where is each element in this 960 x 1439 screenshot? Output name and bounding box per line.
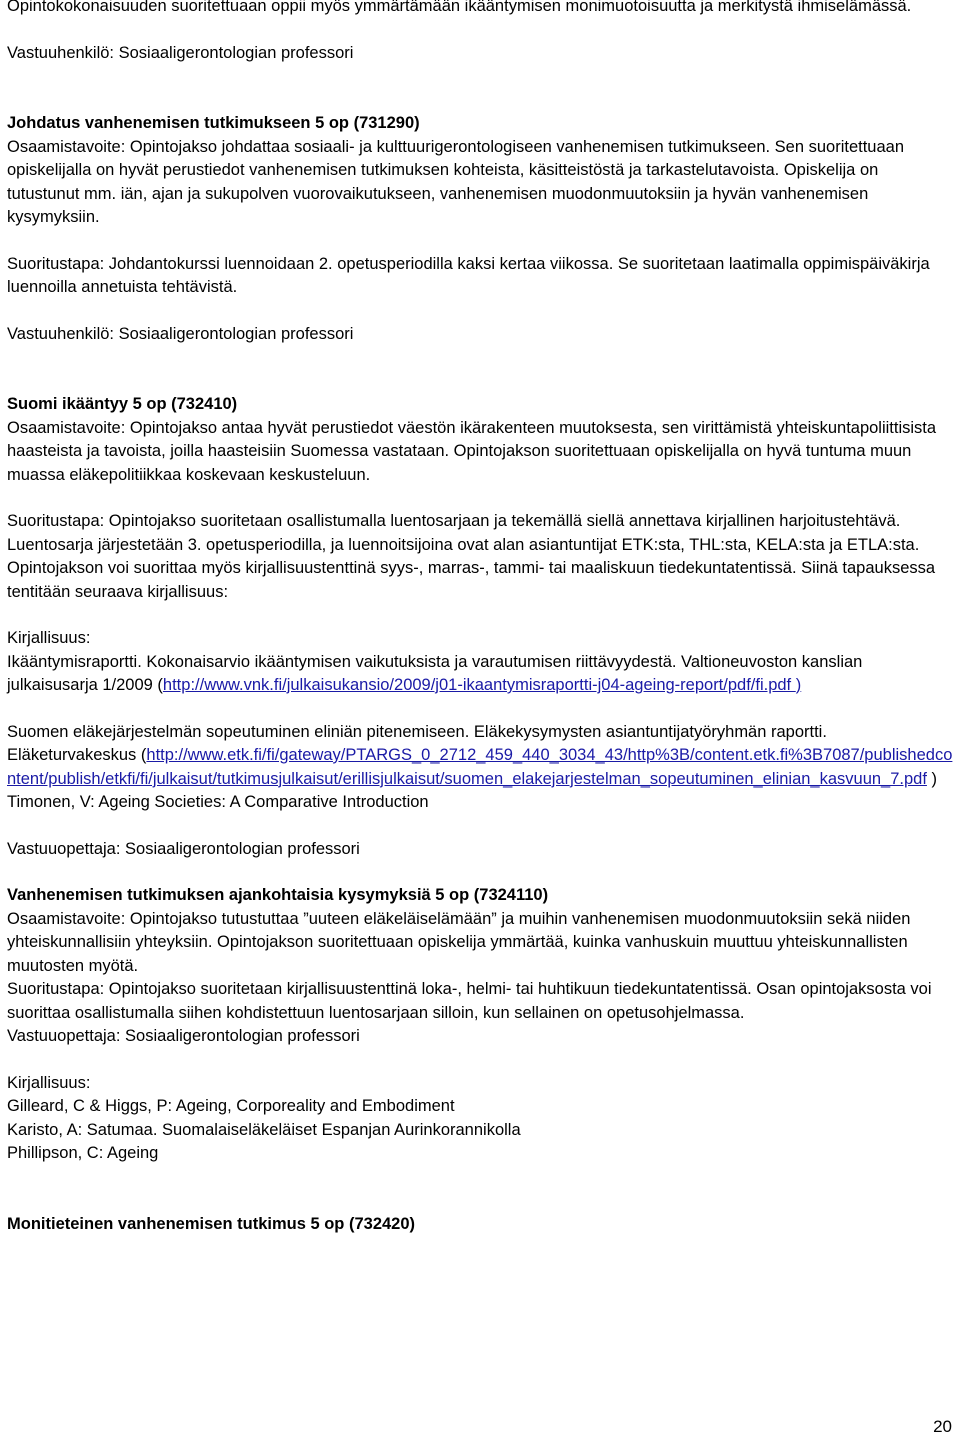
course2-literature-label: Kirjallisuus: [7, 629, 91, 647]
page-number: 20 [933, 1417, 952, 1436]
course1-responsible: Vastuuhenkilö: Sosiaaligerontologian professori [7, 324, 354, 343]
course2-literature-item-1: Ikääntymisraportti. Kokonaisarvio ikääntymisen vaikutuksista ja varautumisen riittävyydestä. Valtioneuvoston kanslian julkaisusarja 1/2009 (http://www.vnk.fi/julkaisukansio/2009/j01-ikaantymisraportti-j04-ageing-report/pdf/fi.pdf ) [7, 652, 863, 694]
course3-goal: Osaamistavoite: Opintojakso tutustuttaa ”uuteen eläkeläiselämään” ja muihin vanhenemisen muodonmuutoksiin sekä niiden yhteiskunnallisiin yhteyksiin. Opintojakson suoritettuaan opiskelija ymmärtää, kuinka vanhuskuin muuttuu yhteiskunnallisten muutosten myötä. [7, 909, 911, 975]
course-title-732410: Suomi ikääntyy 5 op (732410) [7, 395, 238, 413]
course2-literature-item-2: Suomen eläkejärjestelmän sopeutuminen eliniän pitenemiseen. Eläkekysymysten asiantuntijatyöryhmän raportti. Eläketurvakeskus (http://www.etk.fi/fi/gateway/PTARGS_0_2712_459_440_3034_43/http%3B/content.etk.fi%3B7087/publishedcontent/publish/etkfi/fi/julkaisut/tutkimusjulkaisut/erillisjulkaisut/suomen_elakejarjestelman_sopeutuminen_elinian_kasvuun_7.pdf ) [7, 722, 953, 788]
literature-link-vnk-close[interactable]: ) [795, 676, 802, 694]
intro-responsible: Vastuuhenkilö: Sosiaaligerontologian professori [7, 43, 354, 62]
course3-method: Suoritustapa: Opintojakso suoritetaan kirjallisuustenttinä loka-, helmi- tai huhtikuun tiedekuntatentissä. Osan opintojaksosta voi suorittaa osallistumalla siihen kohdistettuun luentosarjaan silloin, kun sellainen on opetusohjelmassa. [7, 980, 932, 1022]
course3-literature-label: Kirjallisuus: [7, 1073, 91, 1092]
intro-paragraph: Opintokokonaisuuden suoritettuaan oppii myös ymmärtämään ikääntymisen monimuotoisuutta ja merkitystä ihmiselämässä. [7, 0, 912, 15]
course2-method: Suoritustapa: Opintojakso suoritetaan osallistumalla luentosarjaan ja tekemällä siellä annettava kirjallinen harjoitustehtävä. Luentosarja järjestetään 3. opetusperiodilla, ja luennoitsijoina ovat alan asiantuntijat ETK:sta, THL:sta, KELA:sta ja ETLA:sta. Opintojakson voi suorittaa myös kirjallisuustenttinä syys-, marras-, tammi- tai maaliskuun tiedekuntatentissä. Siinä tapauksessa tentitään seuraava kirjallisuus: [7, 512, 936, 601]
course3-literature-item-3: Phillipson, C: Ageing [7, 1144, 159, 1162]
course-title-732420: Monitieteinen vanhenemisen tutkimus 5 op (732420) [7, 1214, 416, 1233]
course2-literature-item-3: Timonen, V: Ageing Societies: A Comparative Introduction [7, 793, 429, 811]
literature-link-etk[interactable]: http://www.etk.fi/fi/gateway/PTARGS_0_2712_459_440_3034_43/http%3B/content.etk.fi%3B7087/publishedcontent/publish/etkfi/fi/julkaisut/tutkimusjulkaisut/erillisjulkaisut/suomen_elakejarjestelman_sopeutuminen_elinian_kasvuun_7.pdf [7, 746, 953, 788]
literature-link-vnk[interactable]: http://www.vnk.fi/julkaisukansio/2009/j01-ikaantymisraportti-j04-ageing-report/pdf/fi.pdf [162, 676, 796, 694]
document-body [7, 0, 955, 1236]
course-title-7324110: Vanhenemisen tutkimuksen ajankohtaisia kysymyksiä 5 op (7324110) [7, 886, 549, 904]
course3-literature-item-1: Gilleard, C & Higgs, P: Ageing, Corporeality and Embodiment [7, 1097, 455, 1115]
course1-goal: Osaamistavoite: Opintojakso johdattaa sosiaali- ja kulttuurigerontologiseen vanhenemisen tutkimukseen. Sen suoritettuaan opiskelijalla on hyvät perustiedot vanhenemisen tutkimuksen kohteista, käsitteistöstä ja tarkastelutavoista. Opiskelija on tutustunut mm. iän, ajan ja sukupolven vuorovaikutukseen, vanhenemisen muodonmuutoksiin ja hyvän vanhenemisen kysymyksiin. [7, 137, 905, 226]
course2-goal: Osaamistavoite: Opintojakso antaa hyvät perustiedot väestön ikärakenteen muutoksesta, sen virittämistä yhteiskuntapoliittisista haasteista ja tavoista, joilla haasteisiin Suomessa vastataan. Opintojakson suoritettuaan opiskelijalla on hyvä tuntuma muun muassa eläkepolitiikkaa koskevaan keskusteluun. [7, 418, 937, 484]
course3-literature-item-2: Karisto, A: Satumaa. Suomalaiseläkeläiset Espanjan Aurinkorannikolla [7, 1120, 521, 1139]
course2-teacher: Vastuuopettaja: Sosiaaligerontologian professori [7, 839, 360, 858]
course1-method: Suoritustapa: Johdantokurssi luennoidaan 2. opetusperiodilla kaksi kertaa viikossa. Se suoritetaan laatimalla oppimispäiväkirja luennoilla annetuista tehtävistä. [7, 254, 930, 296]
course3-teacher: Vastuuopettaja: Sosiaaligerontologian professori [7, 1027, 360, 1045]
course-title-731290: Johdatus vanhenemisen tutkimukseen 5 op (731290) [7, 114, 420, 132]
